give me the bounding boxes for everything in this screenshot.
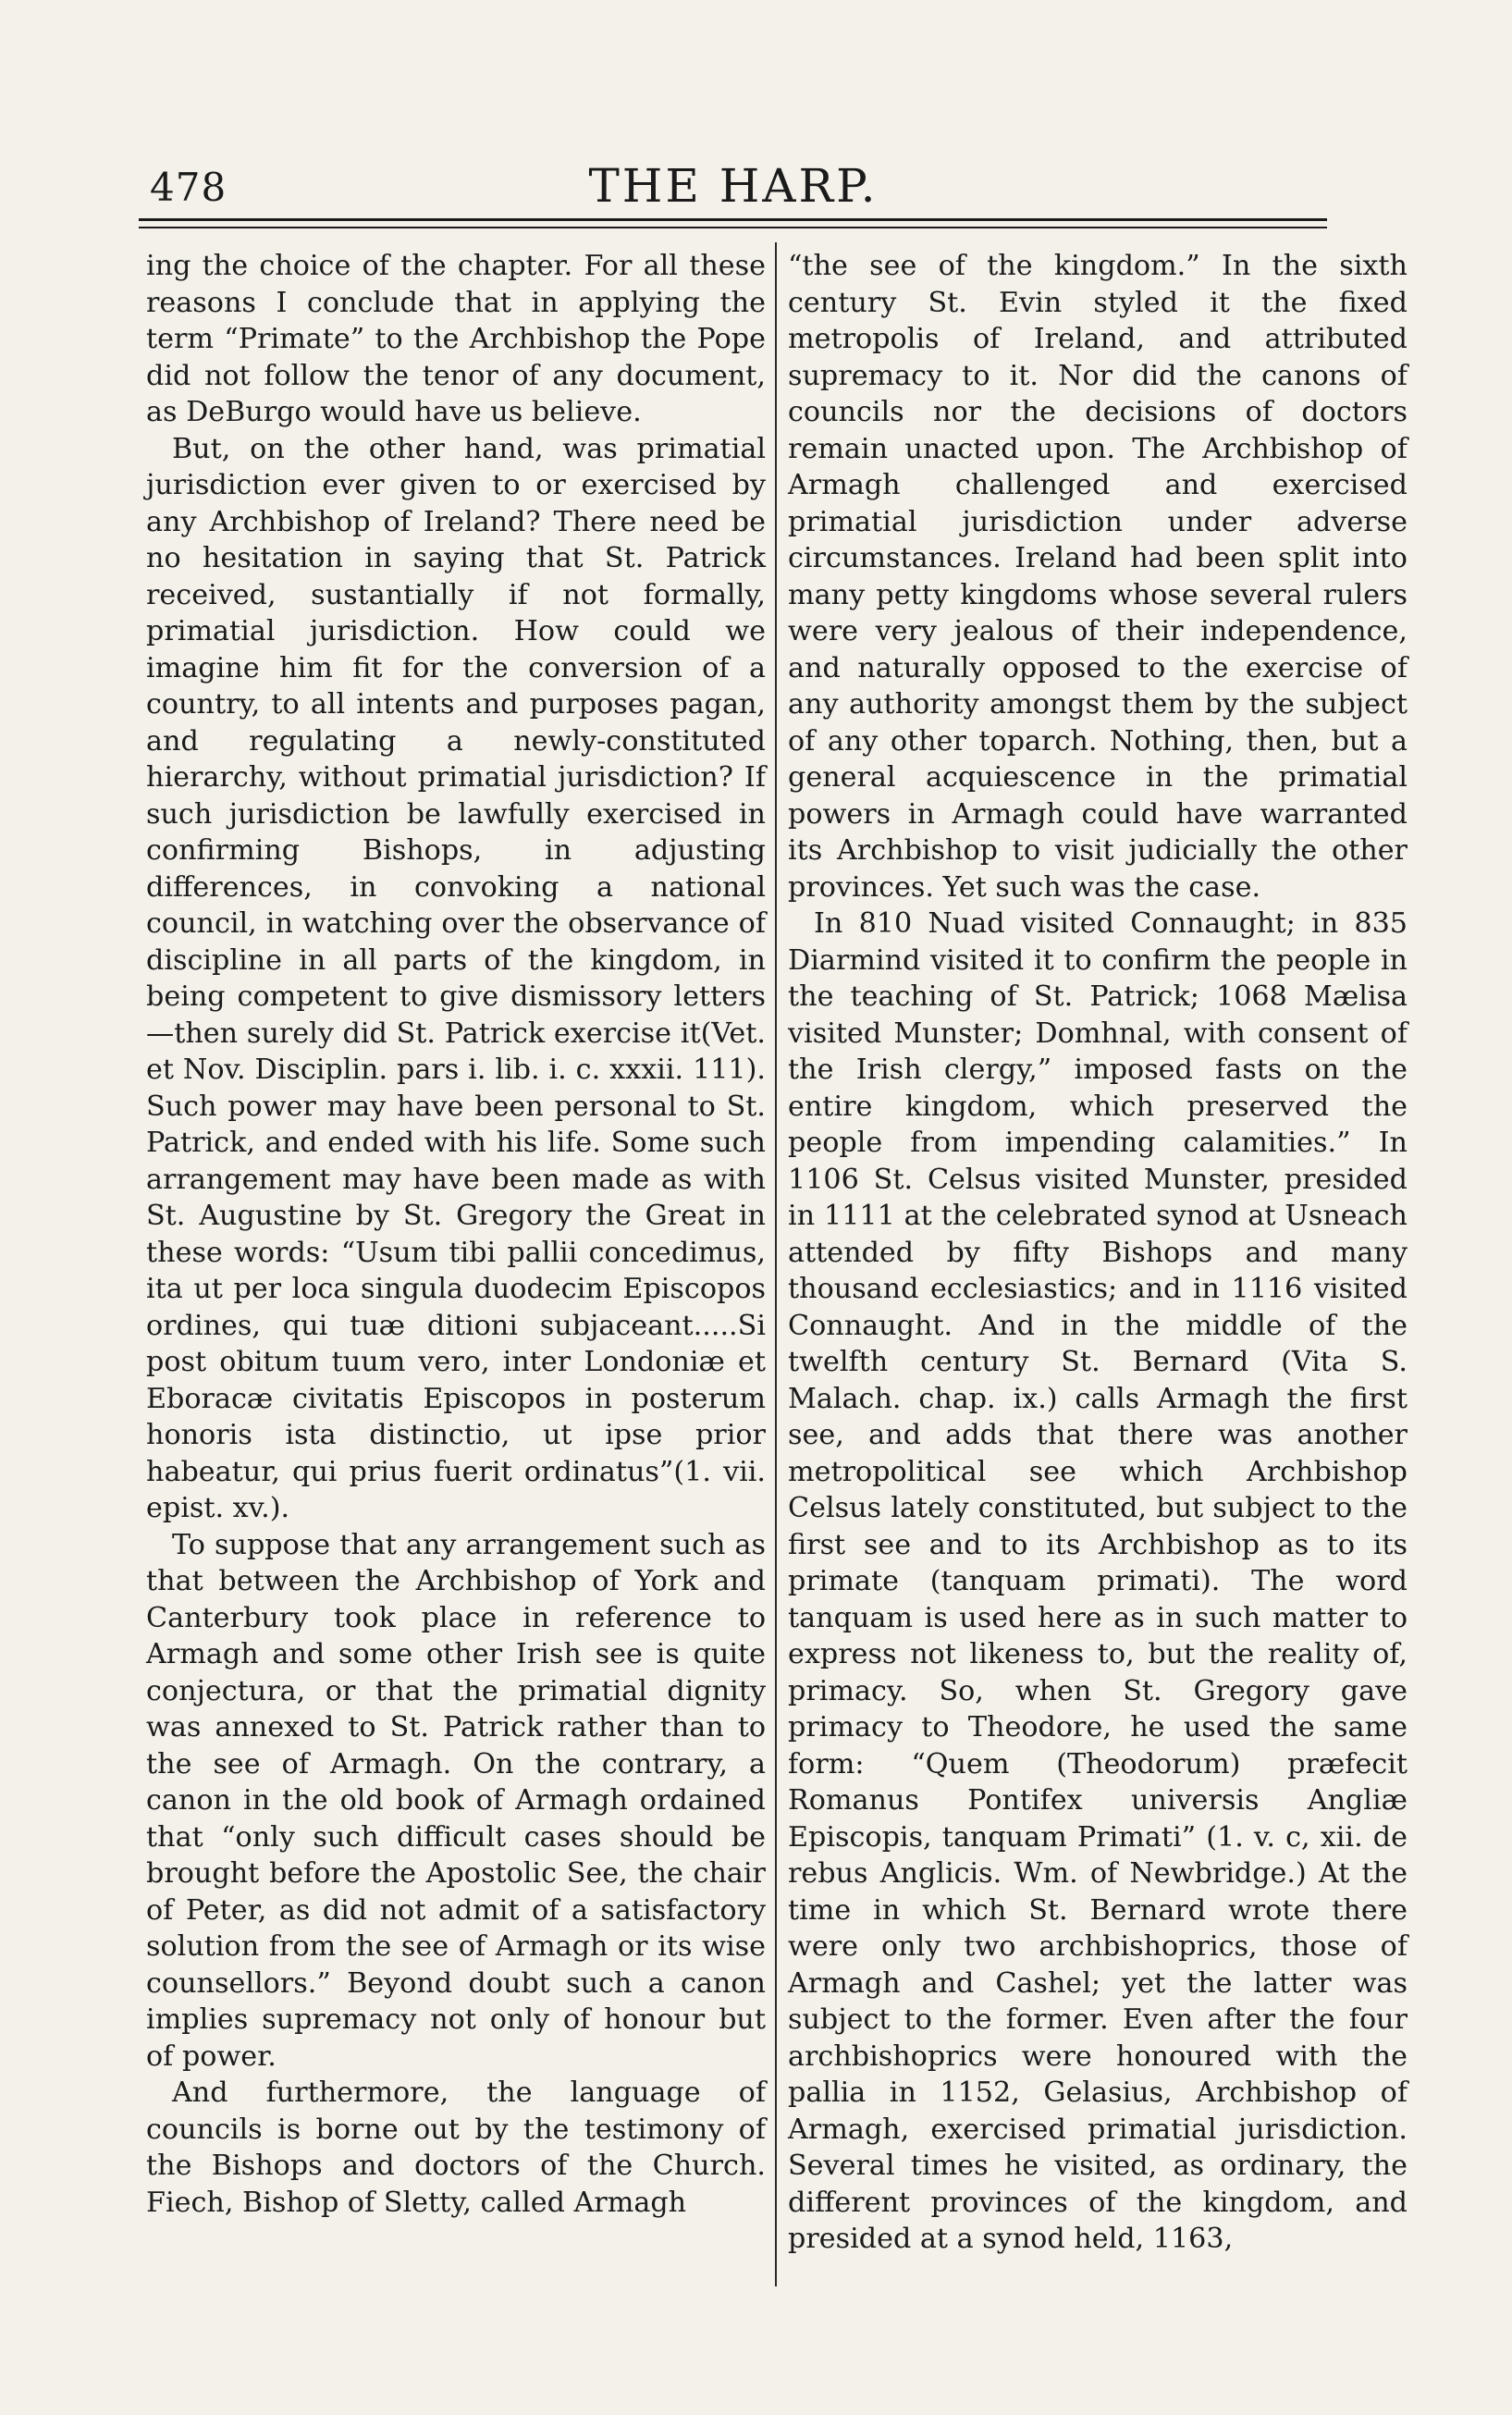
- paragraph: In 810 Nuad visited Connaught; in 835 Diarmind visited it to confirm the people in the teaching of St. Patrick; 1068 Mælisa visited Munster; Domhnal, with consent of the Irish clergy,” imposed fasts on the entire kingdom, which preserved the people from impending calamities.” In 1106 St. Celsus visited Munster, presided in 1111 at the celebrated synod at Usneach attended by fifty Bishops and many thousand ecclesiastics; and in 1116 visited Connaught. And in the middle of the twelfth century St. Bernard (Vita S. Malach. chap. ix.) calls Armagh the first see, and adds that there was another metropolitical see which Archbishop Celsus lately constituted, but subject to the first see and to its Archbishop as to its primate (tanquam primati). The word tanquam is used here as in such matter to express not likeness to, but the reality of, primacy. So, when St. Gregory gave primacy to Theodore, he used the same form: “Quem (Theodorum) præfecit Romanus Pontifex universis Angliæ Episcopis, tanquam Primati” (1. v. c, xii. de rebus Anglicis. Wm. of Newbridge.) At the time in which St. Bernard wrote there were only two archbishoprics, those of Armagh and Cashel; yet the latter was subject to the former. Even after the four archbishoprics were honoured with the pallia in 1152, Gelasius, Archbishop of Armagh, exercised primatial jurisdiction. Several times he visited, as ordinary, the different provinces of the kingdom, and presided at a synod held, 1163,: [788, 907, 1408, 2255]
- header-rule-secondary: [139, 227, 1327, 228]
- paragraph: But, on the other hand, was primatial jurisdiction ever given to or exercised by any Archbishop of Ireland? There need be no hesitation in saying that St. Patrick received, sustantially if not formally, primatial jurisdiction. How could we imagine him fit for the conversion of a country, to all intents and purposes pagan, and regulating a newly-constituted hierarchy, without primatial jurisdiction? If such jurisdiction be lawfully exercised in confirming Bishops, in adjusting differences, in convoking a national council, in watching over the observance of discipline in all parts of the kingdom, in being competent to give dismissory letters—then surely did St. Patrick exercise it(Vet. et Nov. Disciplin. pars i. lib. i. c. xxxii. 111). Such power may have been personal to St. Patrick, and ended with his life. Some such arrangement may have been made as with St. Augustine by St. Gregory the Great in these words: “Usum tibi pallii concedimus, ita ut per loca singula duodecim Episcopos ordines, qui tuæ ditioni subjaceant.....Si post obitum tuum vero, inter Londoniæ et Eboracæ civitatis Episcopos in posterum honoris ista distinctio, ut ipse prior habeatur, qui prius fuerit ordinatus”(1. vii. epist. xv.).: [146, 432, 766, 1524]
- left-column: [146, 248, 766, 2221]
- column-divider: [775, 242, 777, 2286]
- paragraph: “the see of the kingdom.” In the sixth century St. Evin styled it the fixed metropolis of Ireland, and attributed supremacy to it. Nor did the canons of councils nor the decisions of doctors remain unacted upon. The Archbishop of Armagh challenged and exercised primatial jurisdiction under adverse circumstances. Ireland had been split into many petty kingdoms whose several rulers were very jealous of their independence, and naturally opposed to the exercise of any authority amongst them by the subject of any other toparch. Nothing, then, but a general acquiescence in the primatial powers in Armagh could have warranted its Archbishop to visit judicially the other provinces. Yet such was the case.: [788, 250, 1408, 904]
- right-column: [788, 248, 1408, 2258]
- paragraph: ing the choice of the chapter. For all these reasons I conclude that in applying the term “Primate” to the Archbishop the Pope did not follow the tenor of any document, as DeBurgo would have us believe.: [146, 250, 766, 428]
- header-rule: [139, 218, 1327, 221]
- paragraph: And furthermore, the language of councils is borne out by the testimony of the Bishops and doctors of the Church. Fiech, Bishop of Sletty, called Armagh: [146, 2076, 766, 2219]
- page-header: [137, 155, 1330, 220]
- paragraph: To suppose that any arrangement such as that between the Archbishop of York and Canterbury took place in reference to Armagh and some other Irish see is quite conjectura, or that the primatial dignity was annexed to St. Patrick rather than to the see of Armagh. On the contrary, a canon in the old book of Armagh ordained that “only such difficult cases should be brought before the Apostolic See, the chair of Peter, as did not admit of a satisfactory solution from the see of Armagh or its wise counsellors.” Beyond doubt such a canon implies supremacy not only of honour but of power.: [146, 1528, 766, 2073]
- page-number: 478: [150, 165, 227, 210]
- running-title: THE HARP.: [588, 159, 879, 213]
